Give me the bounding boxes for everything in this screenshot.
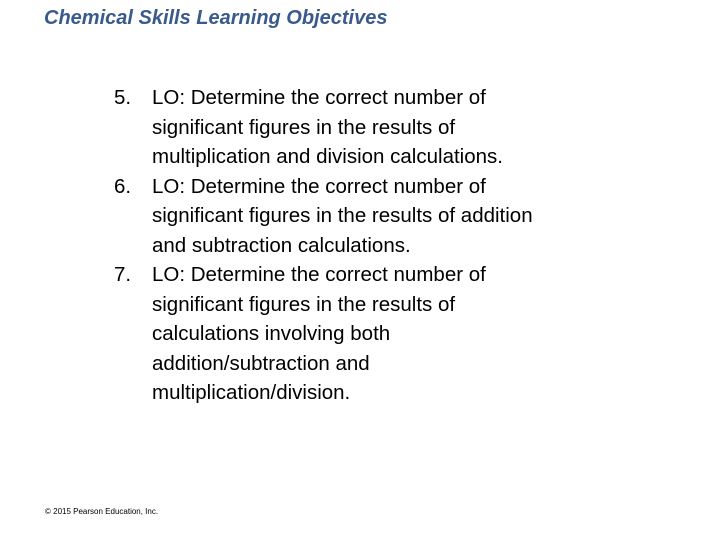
objective-number: 7. bbox=[114, 263, 132, 286]
objective-line: significant figures in the results of bbox=[152, 292, 456, 316]
objective-line: LO: Determine the correct number of bbox=[152, 86, 486, 109]
objective-number: 5. bbox=[114, 86, 132, 109]
objective-line: LO: Determine the correct number of bbox=[152, 263, 486, 286]
copyright-notice: © 2015 Pearson Education, Inc. bbox=[45, 507, 159, 516]
objective-6 bbox=[114, 172, 614, 261]
objective-line: addition/subtraction and bbox=[152, 351, 370, 375]
objective-number: 6. bbox=[114, 174, 132, 198]
objective-5 bbox=[114, 83, 614, 172]
objective-7 bbox=[114, 260, 614, 408]
objective-text bbox=[152, 83, 614, 172]
objective-text bbox=[152, 172, 614, 261]
objective-line: multiplication and division calculations. bbox=[152, 145, 503, 168]
objective-line: significant figures in the results of addition bbox=[152, 204, 533, 227]
objective-line: LO: Determine the correct number of bbox=[152, 174, 486, 198]
objectives-list bbox=[114, 83, 614, 408]
objective-line: calculations involving both bbox=[152, 322, 391, 345]
objective-text bbox=[152, 260, 614, 408]
slide-title: Chemical Skills Learning Objectives bbox=[44, 7, 388, 29]
objective-line: significant figures in the results of bbox=[152, 115, 456, 139]
objective-line: and subtraction calculations. bbox=[152, 233, 411, 257]
objective-line: multiplication/division. bbox=[152, 381, 351, 404]
